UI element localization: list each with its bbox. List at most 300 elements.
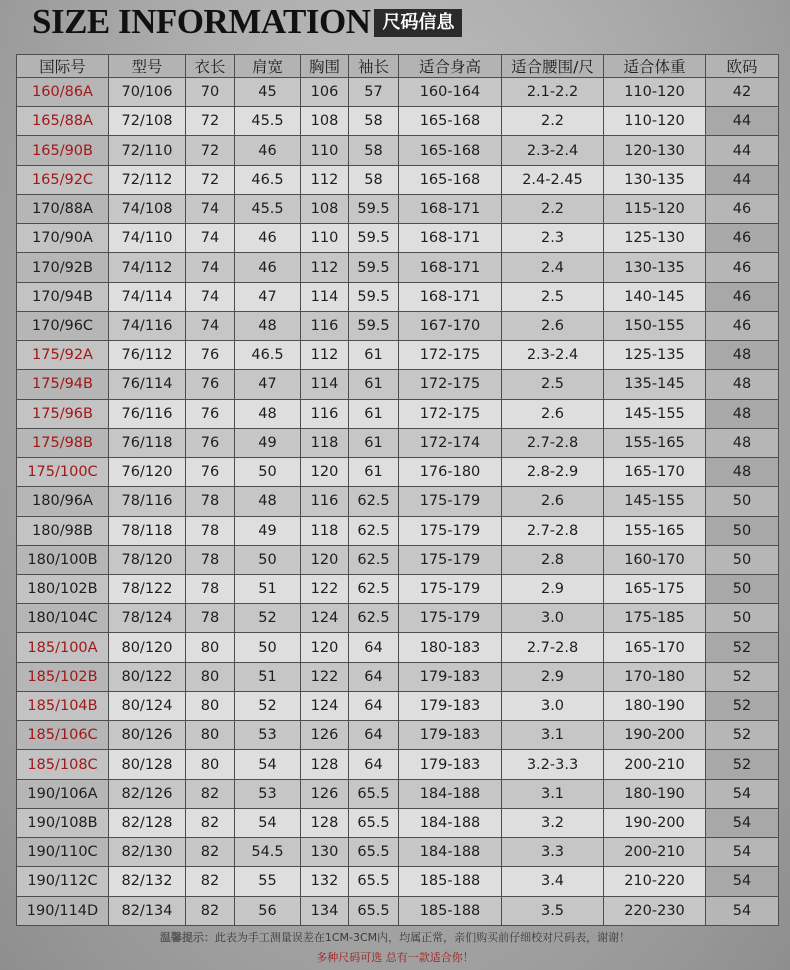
table-cell: 128 [301, 750, 349, 779]
table-cell: 76 [186, 428, 235, 457]
table-row [17, 574, 779, 603]
table-cell: 52 [235, 691, 301, 720]
column-header: 适合腰围/尺 [502, 55, 604, 78]
table-cell: 62.5 [349, 545, 399, 574]
table-cell: 65.5 [349, 896, 399, 925]
table-cell: 165-170 [604, 458, 706, 487]
table-cell: 116 [301, 487, 349, 516]
table-cell: 2.5 [502, 370, 604, 399]
table-row [17, 194, 779, 223]
table-cell: 185/104B [17, 691, 109, 720]
table-cell: 126 [301, 779, 349, 808]
column-header: 胸围 [301, 55, 349, 78]
table-cell: 175/94B [17, 370, 109, 399]
table-row [17, 808, 779, 837]
table-cell: 3.4 [502, 867, 604, 896]
table-cell: 72 [186, 165, 235, 194]
table-cell: 46 [706, 253, 779, 282]
table-cell: 2.7-2.8 [502, 633, 604, 662]
table-cell: 49 [235, 428, 301, 457]
table-cell: 58 [349, 107, 399, 136]
table-cell: 46 [706, 282, 779, 311]
table-cell: 64 [349, 662, 399, 691]
table-cell: 120-130 [604, 136, 706, 165]
table-cell: 118 [301, 428, 349, 457]
table-cell: 48 [706, 458, 779, 487]
table-cell: 80/126 [109, 721, 186, 750]
table-cell: 50 [235, 545, 301, 574]
table-cell: 160-170 [604, 545, 706, 574]
table-cell: 130-135 [604, 253, 706, 282]
table-cell: 170/88A [17, 194, 109, 223]
table-cell: 2.3-2.4 [502, 136, 604, 165]
table-cell: 3.0 [502, 691, 604, 720]
table-cell: 78 [186, 604, 235, 633]
table-cell: 175/98B [17, 428, 109, 457]
table-cell: 114 [301, 282, 349, 311]
table-cell: 65.5 [349, 867, 399, 896]
table-cell: 155-165 [604, 516, 706, 545]
table-cell: 106 [301, 78, 349, 107]
table-cell: 2.7-2.8 [502, 428, 604, 457]
table-cell: 45.5 [235, 107, 301, 136]
table-cell: 62.5 [349, 487, 399, 516]
table-cell: 184-188 [399, 808, 502, 837]
table-cell: 62.5 [349, 574, 399, 603]
table-cell: 45 [235, 78, 301, 107]
table-cell: 80/128 [109, 750, 186, 779]
table-cell: 108 [301, 194, 349, 223]
table-cell: 78 [186, 487, 235, 516]
table-cell: 3.0 [502, 604, 604, 633]
table-cell: 170/90A [17, 224, 109, 253]
table-cell: 61 [349, 428, 399, 457]
table-cell: 3.2 [502, 808, 604, 837]
table-cell: 82/128 [109, 808, 186, 837]
table-row [17, 545, 779, 574]
table-cell: 165/92C [17, 165, 109, 194]
table-cell: 2.8 [502, 545, 604, 574]
table-cell: 48 [706, 370, 779, 399]
table-cell: 132 [301, 867, 349, 896]
table-cell: 115-120 [604, 194, 706, 223]
table-row [17, 78, 779, 107]
table-cell: 172-175 [399, 370, 502, 399]
table-cell: 54 [706, 867, 779, 896]
column-header: 适合体重 [604, 55, 706, 78]
table-cell: 51 [235, 662, 301, 691]
table-cell: 180-190 [604, 779, 706, 808]
table-cell: 2.7-2.8 [502, 516, 604, 545]
table-cell: 172-174 [399, 428, 502, 457]
table-cell: 47 [235, 370, 301, 399]
table-cell: 52 [235, 604, 301, 633]
table-cell: 128 [301, 808, 349, 837]
table-cell: 80/120 [109, 633, 186, 662]
table-cell: 76 [186, 458, 235, 487]
table-cell: 165/90B [17, 136, 109, 165]
table-cell: 184-188 [399, 838, 502, 867]
table-row [17, 896, 779, 925]
column-header: 适合身高 [399, 55, 502, 78]
table-row [17, 662, 779, 691]
table-cell: 61 [349, 370, 399, 399]
table-cell: 2.3 [502, 224, 604, 253]
page-title-cn: 尺码信息 [374, 9, 462, 37]
table-cell: 172-175 [399, 341, 502, 370]
table-cell: 54 [706, 896, 779, 925]
column-header: 欧码 [706, 55, 779, 78]
table-cell: 135-145 [604, 370, 706, 399]
table-cell: 78/124 [109, 604, 186, 633]
table-cell: 82/132 [109, 867, 186, 896]
table-cell: 74 [186, 224, 235, 253]
table-row [17, 838, 779, 867]
table-row [17, 253, 779, 282]
table-cell: 180/96A [17, 487, 109, 516]
table-cell: 180/102B [17, 574, 109, 603]
table-cell: 55 [235, 867, 301, 896]
table-cell: 2.4-2.45 [502, 165, 604, 194]
table-cell: 134 [301, 896, 349, 925]
table-cell: 46 [706, 224, 779, 253]
table-cell: 124 [301, 691, 349, 720]
table-cell: 48 [706, 399, 779, 428]
table-cell: 80 [186, 750, 235, 779]
table-cell: 48 [706, 341, 779, 370]
table-cell: 2.1-2.2 [502, 78, 604, 107]
column-header: 袖长 [349, 55, 399, 78]
table-cell: 122 [301, 662, 349, 691]
table-cell: 74 [186, 311, 235, 340]
column-header: 肩宽 [235, 55, 301, 78]
table-cell: 54 [235, 750, 301, 779]
table-cell: 54 [235, 808, 301, 837]
table-cell: 82 [186, 867, 235, 896]
table-cell: 80 [186, 691, 235, 720]
table-cell: 110-120 [604, 107, 706, 136]
table-cell: 190-200 [604, 721, 706, 750]
table-cell: 175/100C [17, 458, 109, 487]
table-row [17, 341, 779, 370]
table-cell: 74/110 [109, 224, 186, 253]
table-cell: 190/112C [17, 867, 109, 896]
table-cell: 180-183 [399, 633, 502, 662]
table-cell: 168-171 [399, 253, 502, 282]
table-cell: 3.1 [502, 779, 604, 808]
table-cell: 2.6 [502, 399, 604, 428]
table-cell: 175-179 [399, 574, 502, 603]
table-cell: 52 [706, 721, 779, 750]
table-cell: 130 [301, 838, 349, 867]
table-cell: 46 [235, 136, 301, 165]
table-cell: 175-179 [399, 604, 502, 633]
table-cell: 54 [706, 808, 779, 837]
table-cell: 72 [186, 136, 235, 165]
table-cell: 44 [706, 165, 779, 194]
page-title: SIZE INFORMATION [32, 2, 371, 41]
table-cell: 190/114D [17, 896, 109, 925]
table-cell: 160-164 [399, 78, 502, 107]
table-cell: 49 [235, 516, 301, 545]
table-cell: 78/122 [109, 574, 186, 603]
table-cell: 220-230 [604, 896, 706, 925]
table-cell: 170/92B [17, 253, 109, 282]
table-cell: 145-155 [604, 487, 706, 516]
footer-note [0, 929, 790, 945]
table-cell: 61 [349, 341, 399, 370]
table-cell: 80/122 [109, 662, 186, 691]
table-cell: 80 [186, 662, 235, 691]
table-cell: 53 [235, 721, 301, 750]
table-cell: 72 [186, 107, 235, 136]
table-row [17, 224, 779, 253]
table-cell: 175/92A [17, 341, 109, 370]
table-cell: 190-200 [604, 808, 706, 837]
table-cell: 82/134 [109, 896, 186, 925]
table-cell: 170/96C [17, 311, 109, 340]
table-cell: 126 [301, 721, 349, 750]
size-table [16, 54, 779, 926]
table-cell: 82 [186, 896, 235, 925]
table-cell: 46 [706, 311, 779, 340]
table-cell: 64 [349, 633, 399, 662]
table-cell: 3.3 [502, 838, 604, 867]
table-cell: 65.5 [349, 838, 399, 867]
table-cell: 120 [301, 458, 349, 487]
table-cell: 179-183 [399, 691, 502, 720]
table-cell: 125-130 [604, 224, 706, 253]
table-cell: 72/110 [109, 136, 186, 165]
table-cell: 175-179 [399, 545, 502, 574]
table-cell: 62.5 [349, 604, 399, 633]
table-cell: 112 [301, 253, 349, 282]
table-cell: 2.6 [502, 487, 604, 516]
table-row [17, 136, 779, 165]
table-row [17, 370, 779, 399]
table-cell: 74/112 [109, 253, 186, 282]
table-cell: 145-155 [604, 399, 706, 428]
table-cell: 61 [349, 399, 399, 428]
table-cell: 74 [186, 194, 235, 223]
table-cell: 52 [706, 633, 779, 662]
table-cell: 170-180 [604, 662, 706, 691]
table-cell: 179-183 [399, 721, 502, 750]
table-cell: 82/130 [109, 838, 186, 867]
table-cell: 175-179 [399, 487, 502, 516]
table-cell: 124 [301, 604, 349, 633]
table-cell: 48 [235, 399, 301, 428]
table-cell: 76/118 [109, 428, 186, 457]
table-cell: 176-180 [399, 458, 502, 487]
table-cell: 80/124 [109, 691, 186, 720]
table-cell: 82 [186, 779, 235, 808]
table-cell: 175-185 [604, 604, 706, 633]
table-cell: 59.5 [349, 224, 399, 253]
table-cell: 185/102B [17, 662, 109, 691]
table-cell: 59.5 [349, 194, 399, 223]
table-cell: 76/112 [109, 341, 186, 370]
table-cell: 165/88A [17, 107, 109, 136]
table-cell: 78/116 [109, 487, 186, 516]
table-cell: 120 [301, 633, 349, 662]
table-header-row [17, 55, 779, 78]
table-cell: 190/108B [17, 808, 109, 837]
table-cell: 114 [301, 370, 349, 399]
note-label: 温馨提示： [159, 931, 215, 944]
table-cell: 180/100B [17, 545, 109, 574]
table-cell: 180-190 [604, 691, 706, 720]
table-cell: 170/94B [17, 282, 109, 311]
table-cell: 80 [186, 633, 235, 662]
table-cell: 200-210 [604, 750, 706, 779]
table-cell: 112 [301, 341, 349, 370]
table-cell: 76/114 [109, 370, 186, 399]
table-cell: 2.9 [502, 574, 604, 603]
table-cell: 76/116 [109, 399, 186, 428]
table-cell: 64 [349, 721, 399, 750]
table-cell: 108 [301, 107, 349, 136]
table-cell: 185/108C [17, 750, 109, 779]
table-cell: 140-145 [604, 282, 706, 311]
table-row [17, 165, 779, 194]
table-cell: 72/108 [109, 107, 186, 136]
table-row [17, 750, 779, 779]
table-cell: 70 [186, 78, 235, 107]
table-cell: 200-210 [604, 838, 706, 867]
note-text: 此表为手工测量误差在1CM-3CM内，均属正常，亲们购买前仔细校对尺码表，谢谢！ [214, 931, 631, 944]
table-row [17, 779, 779, 808]
table-cell: 62.5 [349, 516, 399, 545]
table-row [17, 487, 779, 516]
table-cell: 74/116 [109, 311, 186, 340]
table-cell: 82/126 [109, 779, 186, 808]
table-cell: 76 [186, 370, 235, 399]
table-cell: 110 [301, 224, 349, 253]
column-header: 衣长 [186, 55, 235, 78]
table-cell: 2.9 [502, 662, 604, 691]
table-cell: 116 [301, 399, 349, 428]
table-cell: 112 [301, 165, 349, 194]
table-cell: 130-135 [604, 165, 706, 194]
table-cell: 190/106A [17, 779, 109, 808]
table-cell: 78 [186, 545, 235, 574]
table-cell: 50 [706, 545, 779, 574]
table-row [17, 867, 779, 896]
table-cell: 80 [186, 721, 235, 750]
table-cell: 2.3-2.4 [502, 341, 604, 370]
table-cell: 165-168 [399, 107, 502, 136]
table-cell: 54 [706, 779, 779, 808]
table-cell: 175/96B [17, 399, 109, 428]
table-row [17, 107, 779, 136]
table-cell: 185/106C [17, 721, 109, 750]
table-row [17, 691, 779, 720]
table-row [17, 633, 779, 662]
table-row [17, 428, 779, 457]
table-cell: 190/110C [17, 838, 109, 867]
table-cell: 54.5 [235, 838, 301, 867]
table-cell: 116 [301, 311, 349, 340]
table-cell: 48 [235, 311, 301, 340]
table-cell: 58 [349, 165, 399, 194]
table-cell: 48 [706, 428, 779, 457]
table-cell: 2.6 [502, 311, 604, 340]
table-cell: 45.5 [235, 194, 301, 223]
table-cell: 74/108 [109, 194, 186, 223]
table-cell: 52 [706, 691, 779, 720]
table-cell: 168-171 [399, 282, 502, 311]
table-cell: 2.2 [502, 107, 604, 136]
table-cell: 125-135 [604, 341, 706, 370]
table-cell: 2.4 [502, 253, 604, 282]
table-cell: 46 [235, 253, 301, 282]
table-cell: 185-188 [399, 896, 502, 925]
table-cell: 46.5 [235, 165, 301, 194]
table-cell: 44 [706, 136, 779, 165]
table-cell: 74/114 [109, 282, 186, 311]
table-cell: 78 [186, 574, 235, 603]
table-row [17, 458, 779, 487]
column-header: 国际号 [17, 55, 109, 78]
table-cell: 180/98B [17, 516, 109, 545]
table-cell: 78/120 [109, 545, 186, 574]
table-cell: 78/118 [109, 516, 186, 545]
table-cell: 165-170 [604, 633, 706, 662]
table-cell: 2.5 [502, 282, 604, 311]
table-cell: 165-175 [604, 574, 706, 603]
table-cell: 59.5 [349, 282, 399, 311]
table-cell: 155-165 [604, 428, 706, 457]
table-cell: 3.1 [502, 721, 604, 750]
table-cell: 160/86A [17, 78, 109, 107]
table-row [17, 311, 779, 340]
table-row [17, 516, 779, 545]
table-cell: 50 [706, 516, 779, 545]
table-cell: 78 [186, 516, 235, 545]
table-cell: 82 [186, 808, 235, 837]
table-cell: 172-175 [399, 399, 502, 428]
table-cell: 54 [706, 838, 779, 867]
table-cell: 168-171 [399, 224, 502, 253]
table-cell: 180/104C [17, 604, 109, 633]
table-row [17, 721, 779, 750]
table-cell: 165-168 [399, 165, 502, 194]
table-cell: 3.5 [502, 896, 604, 925]
table-cell: 64 [349, 691, 399, 720]
table-cell: 185/100A [17, 633, 109, 662]
table-cell: 52 [706, 662, 779, 691]
table-cell: 118 [301, 516, 349, 545]
table-cell: 184-188 [399, 779, 502, 808]
table-cell: 65.5 [349, 779, 399, 808]
table-cell: 44 [706, 107, 779, 136]
table-cell: 50 [235, 458, 301, 487]
table-cell: 76 [186, 341, 235, 370]
table-cell: 179-183 [399, 662, 502, 691]
table-cell: 210-220 [604, 867, 706, 896]
table-cell: 58 [349, 136, 399, 165]
table-cell: 61 [349, 458, 399, 487]
table-cell: 50 [706, 604, 779, 633]
column-header: 型号 [109, 55, 186, 78]
table-cell: 53 [235, 779, 301, 808]
table-cell: 167-170 [399, 311, 502, 340]
table-cell: 3.2-3.3 [502, 750, 604, 779]
table-row [17, 399, 779, 428]
table-cell: 74 [186, 282, 235, 311]
table-cell: 74 [186, 253, 235, 282]
